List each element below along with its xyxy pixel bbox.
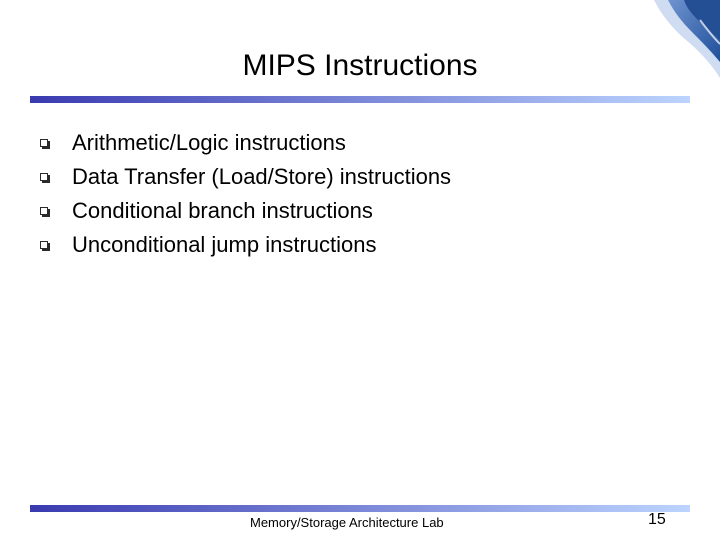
bullet-text: Conditional branch instructions [72, 198, 373, 223]
hollow-square-bullet-icon [40, 207, 48, 215]
bullet-list [40, 126, 451, 262]
hollow-square-bullet-icon [40, 241, 48, 249]
page-number: 15 [648, 511, 666, 528]
bullet-text: Data Transfer (Load/Store) instructions [72, 164, 452, 189]
bullet-item [40, 228, 451, 262]
footer-text: Memory/Storage Architecture Lab [250, 515, 444, 530]
title-divider [30, 96, 690, 103]
bullet-text: Arithmetic/Logic instructions [72, 130, 346, 155]
slide-title: MIPS Instructions [242, 49, 478, 82]
bullet-item [40, 194, 451, 228]
footer-divider [30, 505, 690, 512]
hollow-square-bullet-icon [40, 139, 48, 147]
hollow-square-bullet-icon [40, 173, 48, 181]
bullet-text: Unconditional jump instructions [72, 232, 377, 257]
bullet-item [40, 126, 451, 160]
bullet-item [40, 160, 451, 194]
